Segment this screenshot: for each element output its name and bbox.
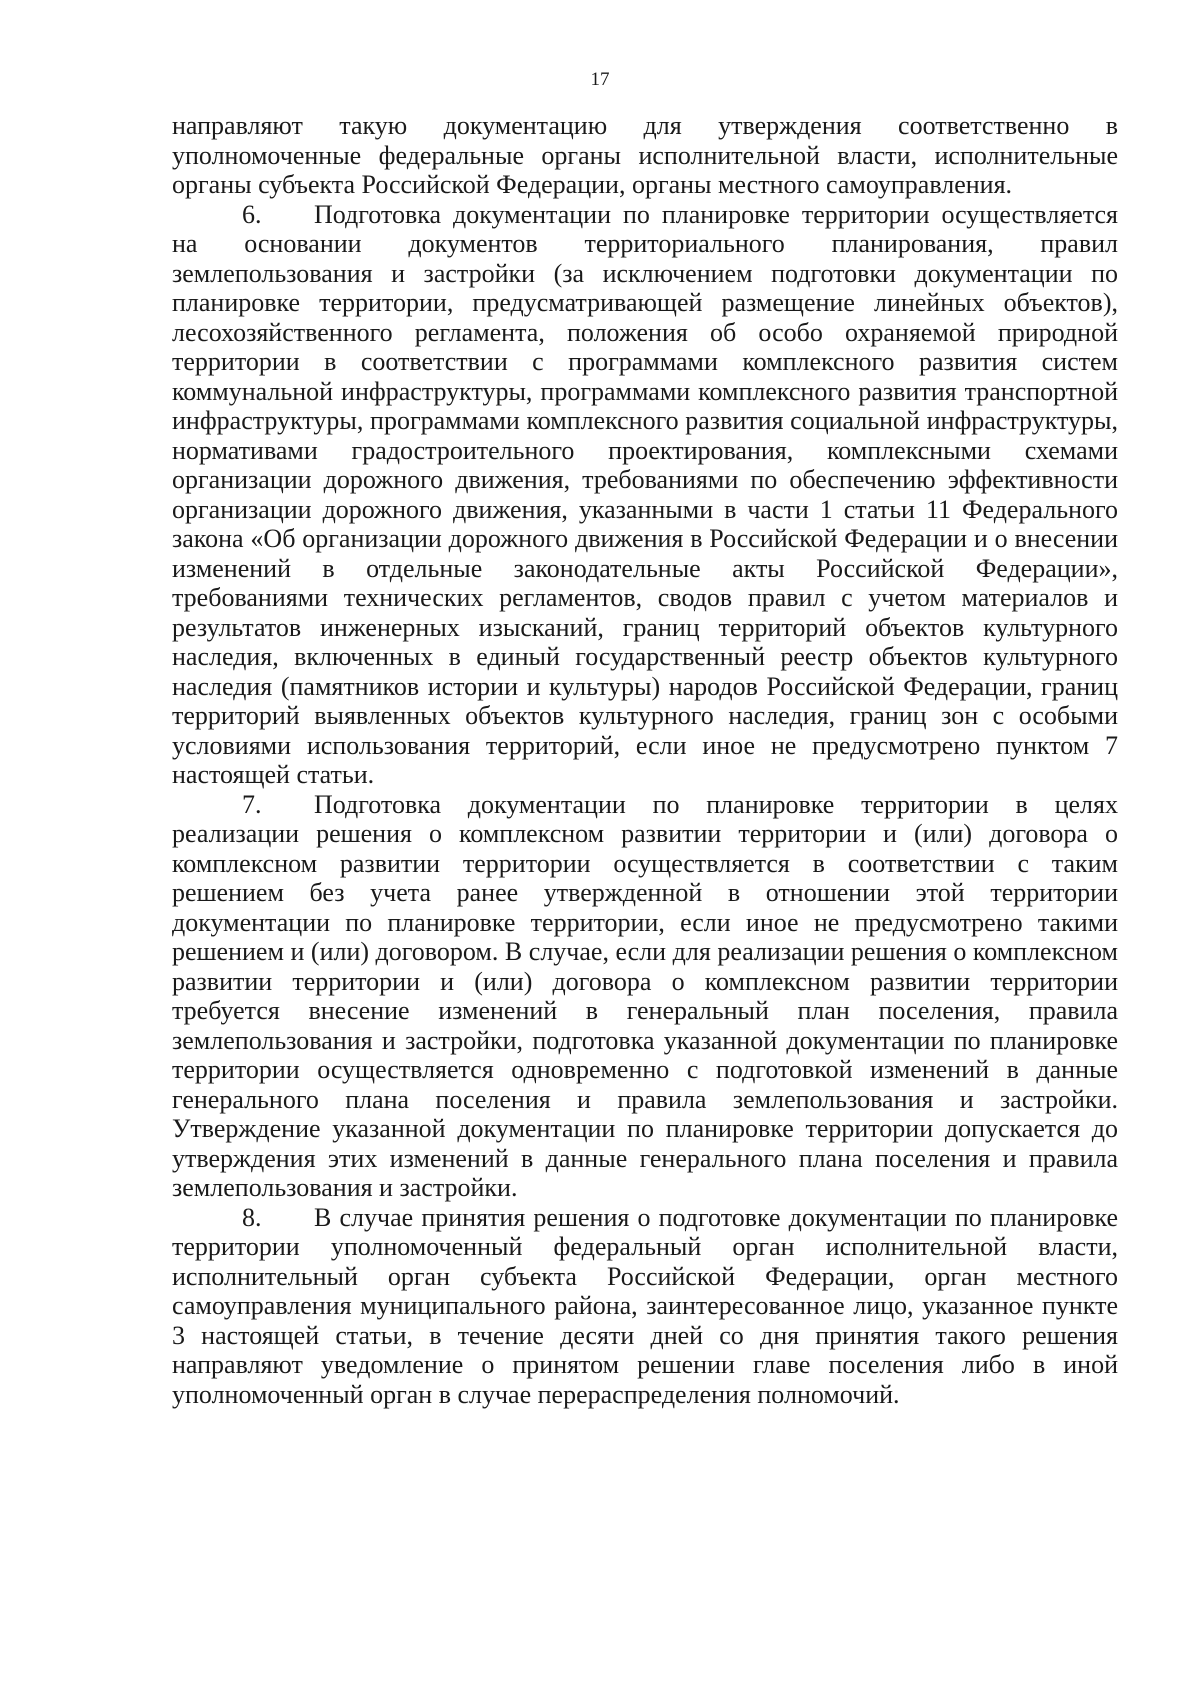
paragraph-number: 7.: [242, 789, 262, 819]
paragraph-number: 8.: [242, 1202, 262, 1232]
paragraph-text: В случае принятия решения о подготовке документации по планировке территории уполномоченный федеральный орган исполнительной власти, исполнительный орган субъекта Российской Федерации, орган местного самоуправления муниципального района, заинтересованное лицо, указанное пункте 3 настоящей статьи, в течение десяти дней со дня принятия такого решения направляют уведомление о принятом решении главе поселения либо в иной уполномоченный орган в случае перераспределения полномочий.: [172, 1202, 1118, 1409]
paragraph-text: Подготовка документации по планировке территории в целях реализации решения о комплексном развитии территории и (или) договора о комплексном развитии территории осуществляется в соответствии с таким решением без учета ранее утвержденной в отношении этой территории документации по планировке территории, если иное не предусмотрено такими решением и (или) договором. В случае, если для реализации решения о комплексном развитии территории и (или) договора о комплексном развитии территории требуется внесение изменений в генеральный план поселения, правила землепользования и застройки, подготовка указанной документации по планировке территории осуществляется одновременно с подготовкой изменений в данные генерального плана поселения и правила землепользования и застройки. Утверждение указанной документации по планировке территории допускается до утверждения этих изменений в данные генерального плана поселения и правила землепользования и застройки.: [172, 789, 1118, 1202]
paragraph-item-6: [172, 200, 1118, 790]
page-number: 17: [590, 69, 610, 90]
paragraph-number: 6.: [242, 199, 262, 229]
paragraph-item-8: [172, 1203, 1118, 1410]
paragraph-continuation: [172, 111, 1118, 200]
paragraph-text: Подготовка документации по планировке территории осуществляется на основании документов территориального планирования, правил землепользования и застройки (за исключением подготовки документации по планировке территории, предусматривающей размещение линейных объектов), лесохозяйственного регламента, положения об особо охраняемой природной территории в соответствии с программами комплексного развития систем коммунальной инфраструктуры, программами комплексного развития транспортной инфраструктуры, программами комплексного развития социальной инфраструктуры, нормативами градостроительного проектирования, комплексными схемами организации дорожного движения, требованиями по обеспечению эффективности организации дорожного движения, указанными в части 1 статьи 11 Федерального закона «Об организации дорожного движения в Российской Федерации и о внесении изменений в отдельные законодательные акты Российской Федерации», требованиями технических регламентов, сводов правил с учетом материалов и результатов инженерных изысканий, границ территорий объектов культурного наследия, включенных в единый государственный реестр объектов культурного наследия (памятников истории и культуры) народов Российской Федерации, границ территорий выявленных объектов культурного наследия, границ зон с особыми условиями использования территорий, если иное не предусмотрено пунктом 7 настоящей статьи.: [172, 199, 1118, 789]
paragraph-text: направляют такую документацию для утверждения соответственно в уполномоченные федеральные органы исполнительной власти, исполнительные органы субъекта Российской Федерации, органы местного самоуправления.: [172, 111, 1118, 199]
paragraph-item-7: [172, 790, 1118, 1203]
document-body: [172, 111, 1118, 1409]
